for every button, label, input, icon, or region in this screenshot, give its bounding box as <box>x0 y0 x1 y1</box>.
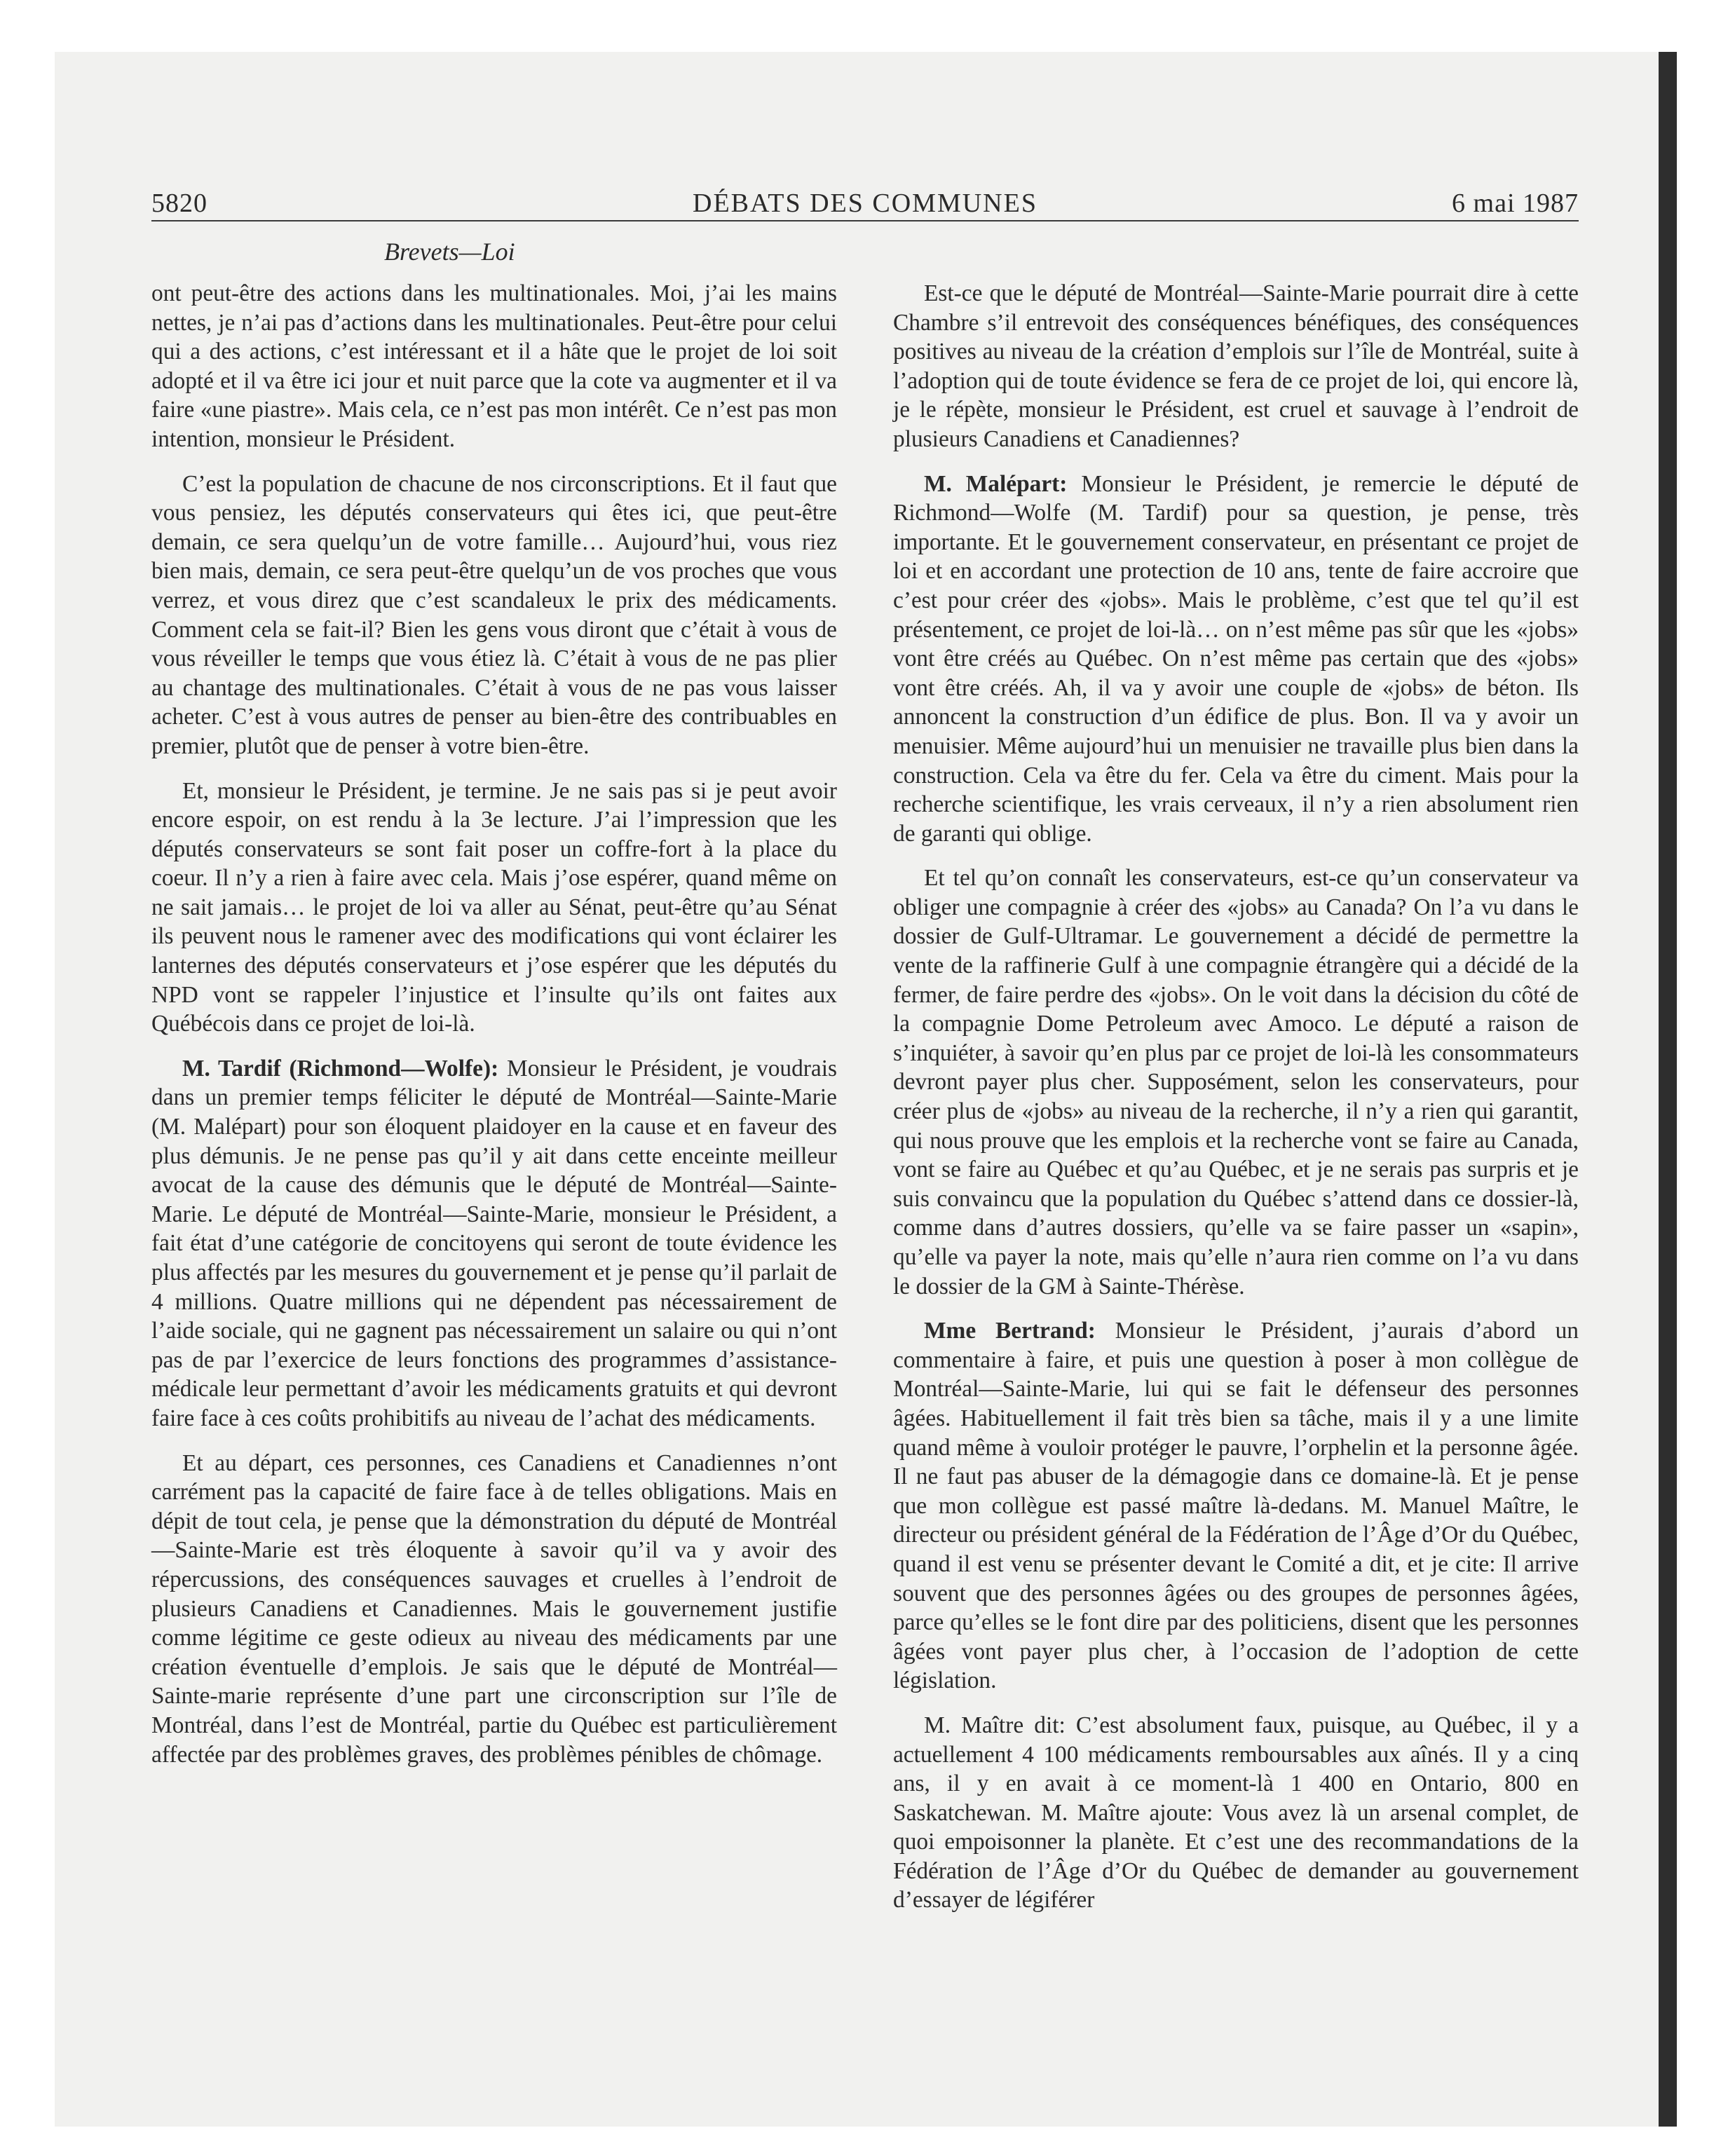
paragraph-text: Monsieur le Président, j’aurais d’abord un commentaire à faire, et puis une question à poser à mon collègue de Montréal—Sainte-Marie, lui qui se fait le défenseur des personnes âgées. Habituellement il fait très bien sa tâche, mais il y a une limite quand même à vouloir protéger le pauvre, l’orphelin et la personne âgée. Il ne faut pas abuser de la démagogie dans ce domaine-là. Et je pense que mon collègue est passé maître là-dedans. M. Manuel Maître, le directeur ou président général de la Fédération de l’Âge d’Or du Québec, quand il est venu se présenter devant le Comité a dit, et je cite: Il arrive souvent que des personnes âgées ou des groupes de personnes âgées, parce qu’elles se le font dire par des politiciens, disent que les personnes âgées vont payer plus cher, à l’occasion de l’adoption de cette législation. <box>893 1318 1579 1694</box>
left-column <box>151 279 837 1785</box>
paragraph <box>151 1054 837 1433</box>
paragraph-text: Et, monsieur le Président, je termine. Je ne sais pas si je peut avoir encore espoir, on est rendu à la 3e lecture. J’ai l’impression que les députés conservateurs se sont fait poser un coffre-fort à la place du coeur. Il n’y a rien à faire avec cela. Mais j’ose espérer, quand même on ne sait jamais… le projet de loi va aller au Sénat, peut-être qu’au Sénat ils peuvent nous le ramener avec des modifications qui vont éclairer les lanternes des députés conservateurs et j’ose espérer que les députés du NPD vont se rappeler l’injustice et l’insulte qu’ils ont faites aux Québécois dans ce projet de loi-là. <box>151 777 837 1037</box>
paragraph <box>893 864 1579 1301</box>
paragraph-text: Et tel qu’on connaît les conservateurs, est-ce qu’un conservateur va obliger une compagnie à créer des «jobs» au Canada? On l’a vu dans le dossier de Gulf-Ultramar. Le gouvernement a décidé de permettre la vente de la raffinerie Gulf à une compagnie étrangère qui a décidé de la fermer, de faire perdre des «jobs». On le voit dans la décision du côté de la compagnie Dome Petroleum avec Amoco. Le député a raison de s’inquiéter, à savoir qu’en plus par ce projet de loi-là les consommateurs devront payer plus cher. Supposément, selon les conservateurs, pour créer plus de «jobs» au niveau de la recherche, il n’y a rien qui garantit, qui nous prouve que les emplois et la recherche vont se faire au Canada, vont se faire au Québec et qu’au Québec, et je ne serais pas surpris et je suis convaincu que la population du Québec s’attend dans ce dossier-là, comme dans d’autres dossiers, qu’elle va se faire passer un «sapin», qu’elle va payer la note, mais qu’elle n’aura rien comme on l’a vu dans le dossier de la GM à Sainte-Thérèse. <box>893 865 1579 1299</box>
right-column <box>893 279 1579 1930</box>
publication-date: 6 mai 1987 <box>1452 189 1579 218</box>
publication-title: DÉBATS DES COMMUNES <box>693 189 1037 218</box>
paragraph <box>151 470 837 761</box>
paragraph-text: C’est la population de chacune de nos circonscriptions. Et il faut que vous pensiez, les députés conservateurs qui êtes ici, que peut-être demain, ce sera quelqu’un de votre famille… Aujourd’hui, vous riez bien mais, demain, ce sera peut-être quelqu’un de vos proches que vous verrez, et vous direz que c’est scandaleux le prix des médicaments. Comment cela se fait-il? Bien les gens vous diront que c’était à vous de vous réveiller le temps que vous étiez là. C’était à vous de ne pas plier au chantage des multinationales. C’était à vous de ne pas vous laisser acheter. C’est à vous autres de penser au bien-être des contribuables en premier, plutôt que de penser à votre bien-être. <box>151 470 837 759</box>
paragraph <box>151 1449 837 1770</box>
paragraph-text: ont peut-être des actions dans les multinationales. Moi, j’ai les mains nettes, je n’ai pas d’actions dans les multinationales. Peut-être pour celui qui a des actions, c’est intéressant et il a hâte que le projet de loi soit adopté et il va être ici jour et nuit parce que la cote va augmenter et il va faire «une piastre». Mais cela, ce n’est pas mon intérêt. Ce n’est pas mon intention, monsieur le Président. <box>151 280 837 452</box>
speaker-name: M. Tardif (Richmond—Wolfe): <box>182 1055 499 1082</box>
page-header <box>151 184 1579 219</box>
paragraph-text: Et au départ, ces personnes, ces Canadiens et Canadiennes n’ont carrément pas la capacité de faire face à de telles obligations. Mais en dépit de tout cela, je pense que la démonstration du député de Montréal—Sainte-Marie est très éloquente à savoir qu’il va y avoir des répercussions, des conséquences sauvages et cruelles à l’endroit de plusieurs Canadiens et Canadiennes. Mais le gouvernement justifie comme légitime ce geste odieux au niveau des médicaments par une création éventuelle d’emplois. Je sais que le député de Montréal—Sainte-marie représente d’une part une circonscription sur l’île de Montréal, dans l’est de Montréal, partie du Québec est particulièrement affectée par des problèmes graves, des problèmes pénibles de chômage. <box>151 1449 837 1768</box>
paragraph <box>893 470 1579 849</box>
paragraph-text: Monsieur le Président, je voudrais dans un premier temps féliciter le député de Montréal—Sainte-Marie (M. Malépart) pour son éloquent plaidoyer en la cause et en faveur des plus démunis. Je ne pense pas qu’il y ait dans cette enceinte meilleur avocat de la cause des démunis que le député de Montréal—Sainte-Marie. Le député de Montréal—Sainte-Marie, monsieur le Président, a fait état d’une catégorie de concitoyens qui seront de toute évidence les plus affectés par les mesures du gouvernement et je pense qu’il parlait de 4 millions. Quatre millions qui ne dépendent pas nécessairement de l’aide sociale, qui ne gagnent pas nécessairement un salaire ou qui n’ont pas de par l’exercice de leurs fonctions des programmes d’assistance-médicale leur permettant d’avoir les médicaments gratuits et qui devront faire face à ces coûts prohibitifs au niveau de l’achat des médicaments. <box>151 1055 837 1431</box>
speaker-name: Mme Bertrand: <box>924 1318 1096 1344</box>
paragraph <box>151 777 837 1039</box>
paragraph <box>151 279 837 454</box>
header-rule <box>151 220 1579 221</box>
paragraph <box>893 1316 1579 1696</box>
paragraph-text: M. Maître dit: C’est absolument faux, puisque, au Québec, il y a actuellement 4 100 médicaments remboursables aux aînés. Il y a cinq ans, il y en avait à ce moment-là 1 400 en Ontario, 800 en Saskatchewan. M. Maître ajoute: Vous avez là un arsenal complet, de quoi empoisonner la planète. Et c’est une des recommandations de la Fédération de l’Âge d’Or du Québec de demander au gouvernement d’essayer de légiférer <box>893 1712 1579 1913</box>
paragraph-text: Monsieur le Président, je remercie le député de Richmond—Wolfe (M. Tardif) pour sa question, je pense, très importante. Et le gouvernement conservateur, en présentant ce projet de loi et en accordant une protection de 10 ans, tente de faire accroire que c’est pour créer des «jobs». Mais le problème, c’est que tel qu’il est présentement, ce projet de loi-là… on n’est même pas sûr que les «jobs» vont être créés au Québec. On n’est même pas certain que des «jobs» vont être créés. Ah, il va y avoir une couple de «jobs» de béton. Ils annoncent la construction d’un édifice de plus. Bon. Il va y avoir un menuisier. Même aujourd’hui un menuisier ne travaille plus bien dans la construction. Cela va être du fer. Cela va être du ciment. Mais pour la recherche scientifique, les vrais cerveaux, il n’y a rien absolument rien de garanti qui oblige. <box>893 470 1579 847</box>
speaker-name: M. Malépart: <box>924 470 1068 497</box>
paragraph <box>893 279 1579 454</box>
page-number: 5820 <box>151 189 207 218</box>
scan-edge-shadow <box>1659 52 1677 2127</box>
paragraph <box>893 1711 1579 1915</box>
paragraph-text: Est-ce que le député de Montréal—Sainte-Marie pourrait dire à cette Chambre s’il entrevoit des conséquences bénéfiques, des conséquences positives au niveau de la création d’emplois sur l’île de Montréal, suite à l’adoption qui de toute évidence se fera de ce projet de loi, qui encore là, je le répète, monsieur le Président, est cruel et sauvage à l’endroit de plusieurs Canadiens et Canadiennes? <box>893 280 1579 452</box>
running-title: Brevets—Loi <box>384 238 515 266</box>
